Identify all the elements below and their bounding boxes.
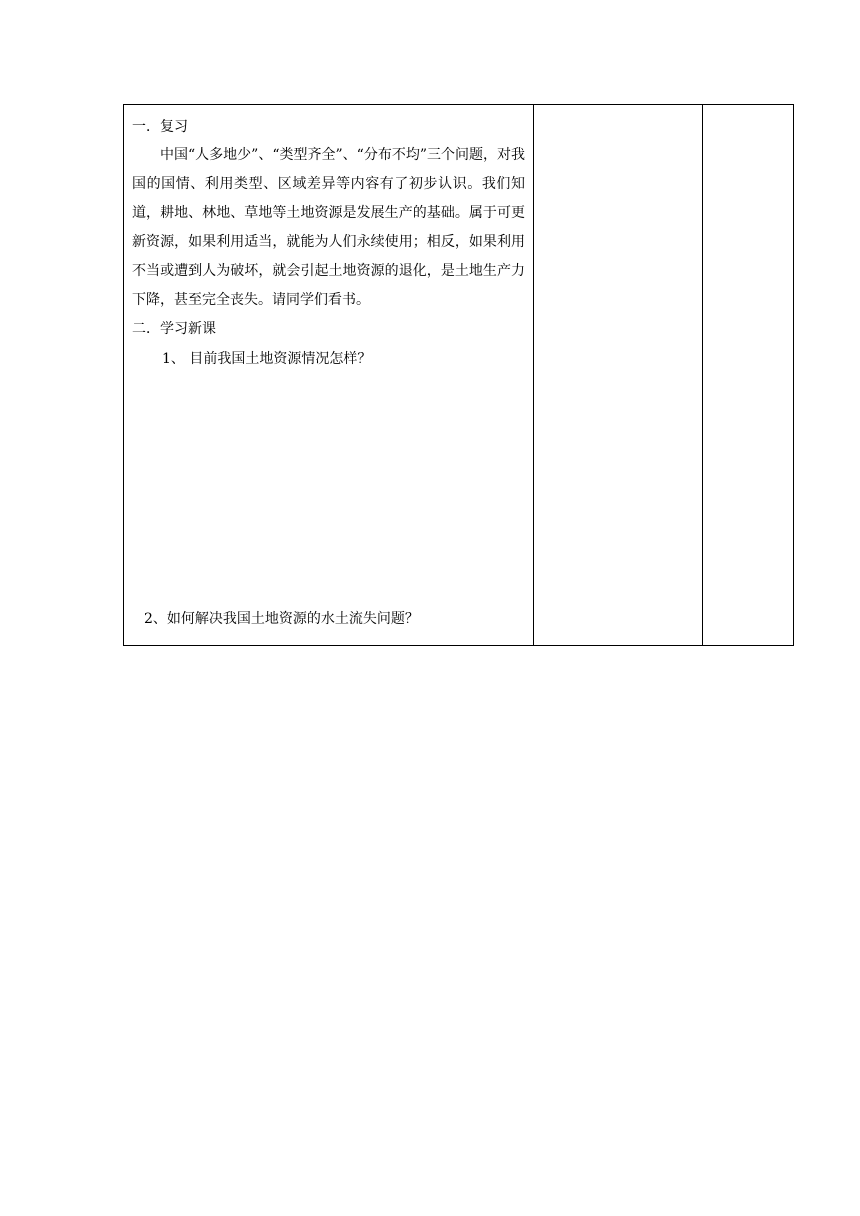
question-1: 1、 目前我国土地资源情况怎样？ (162, 351, 372, 367)
new-lesson-heading: 二．学习新课 (132, 321, 216, 337)
teacher-notes-cell (534, 105, 703, 646)
review-paragraph: 中国“人多地少”、“类型齐全”、“分布不均”三个问题，对我国的国情、利用类型、区域差异等内容有了初步认识。我们知道，耕地、林地、草地等土地资源是发展生产的基础。属于可更新资源，如果利用适当，就能为人们永续使用；相反，如果利用不当或遭到人为破坏，就会引起土地资源的退化，是土地生产力下降，甚至完全丧失。请同学们看书。 (132, 147, 525, 308)
lesson-table (123, 104, 794, 646)
lesson-content (124, 105, 533, 637)
review-heading: 一．复习 (132, 119, 188, 135)
lesson-row (124, 105, 794, 646)
lesson-content-cell (124, 105, 534, 646)
remarks-cell (703, 105, 794, 646)
question-2: 2、如何解决我国土地资源的水土流失问题？ (144, 611, 419, 627)
